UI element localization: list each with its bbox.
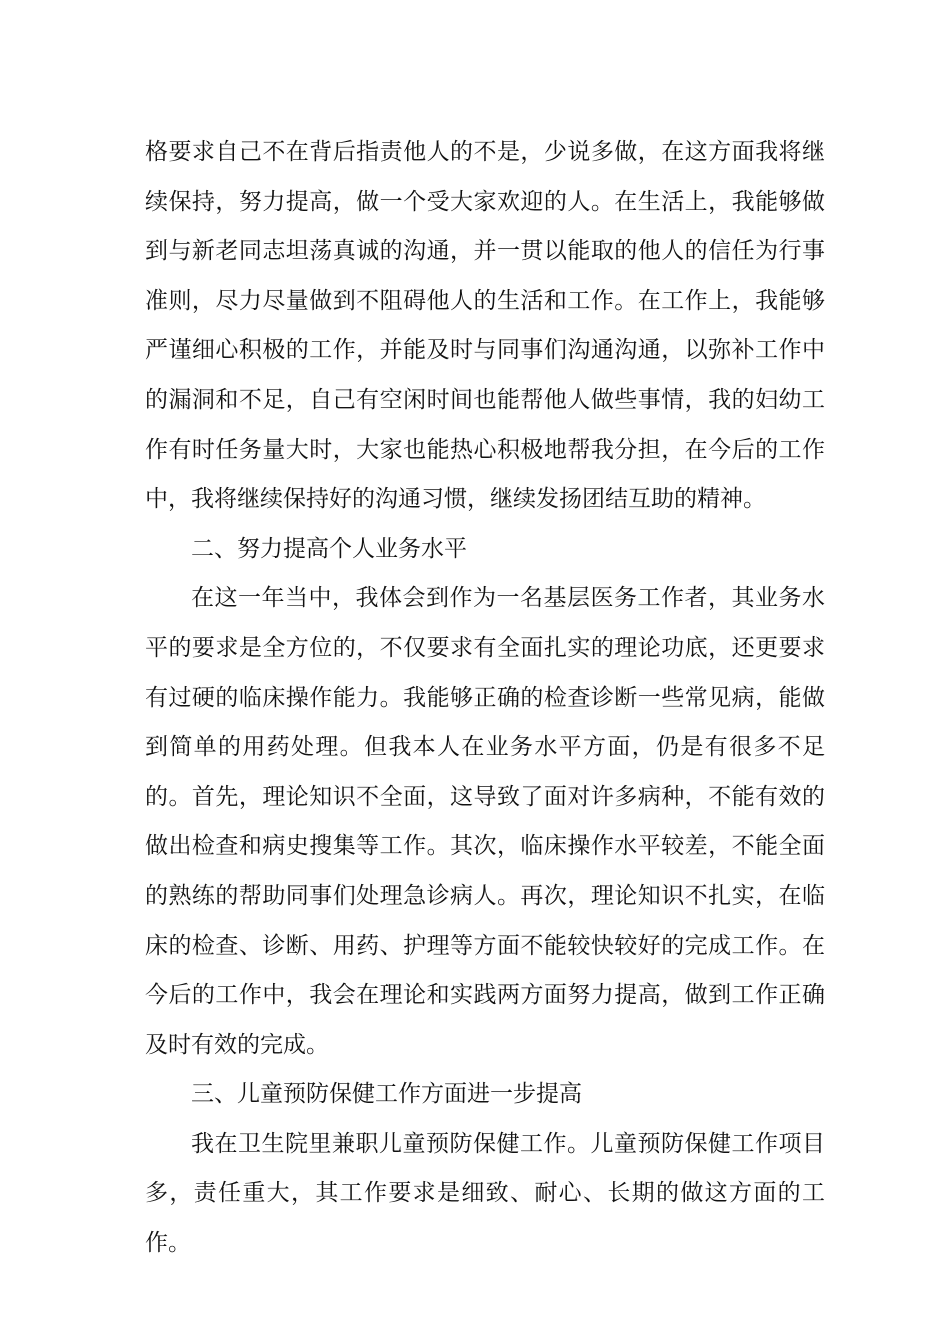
section-heading-2: 二、努力提高个人业务水平 bbox=[191, 535, 467, 562]
paragraph-child-health: 我在卫生院里兼职儿童预防保健工作。儿童预防保健工作项目多，责任重大，其工作要求是细致、耐心、长期的做这方面的工作。 bbox=[145, 1130, 825, 1257]
document-body bbox=[145, 128, 825, 1269]
section-heading-3: 三、儿童预防保健工作方面进一步提高 bbox=[191, 1081, 582, 1108]
paragraph-continuation: 格要求自己不在背后指责他人的不是，少说多做，在这方面我将继续保持，努力提高，做一个受大家欢迎的人。在生活上，我能够做到与新老同志坦荡真诚的沟通，并一贯以能取的他人的信任为行事准则，尽力尽量做到不阻碍他人的生活和工作。在工作上，我能够严谨细心积极的工作，并能及时与同事们沟通沟通，以弥补工作中的漏洞和不足，自己有空闲时间也能帮他人做些事情，我的妇幼工作有时任务量大时，大家也能热心积极地帮我分担，在今后的工作中，我将继续保持好的沟通习惯，继续发扬团结互助的精神。 bbox=[145, 139, 825, 513]
paragraph-business-level: 在这一年当中，我体会到作为一名基层医务工作者，其业务水平的要求是全方位的，不仅要求有全面扎实的理论功底，还更要求有过硬的临床操作能力。我能够正确的检查诊断一些常见病，能做到简单的用药处理。但我本人在业务水平方面，仍是有很多不足的。首先，理论知识不全面，这导致了面对许多病种，不能有效的做出检查和病史搜集等工作。其次，临床操作水平较差，不能全面的熟练的帮助同事们处理急诊病人。再次，理论知识不扎实，在临床的检查、诊断、用药、护理等方面不能较快较好的完成工作。在今后的工作中，我会在理论和实践两方面努力提高，做到工作正确及时有效的完成。 bbox=[145, 585, 825, 1058]
